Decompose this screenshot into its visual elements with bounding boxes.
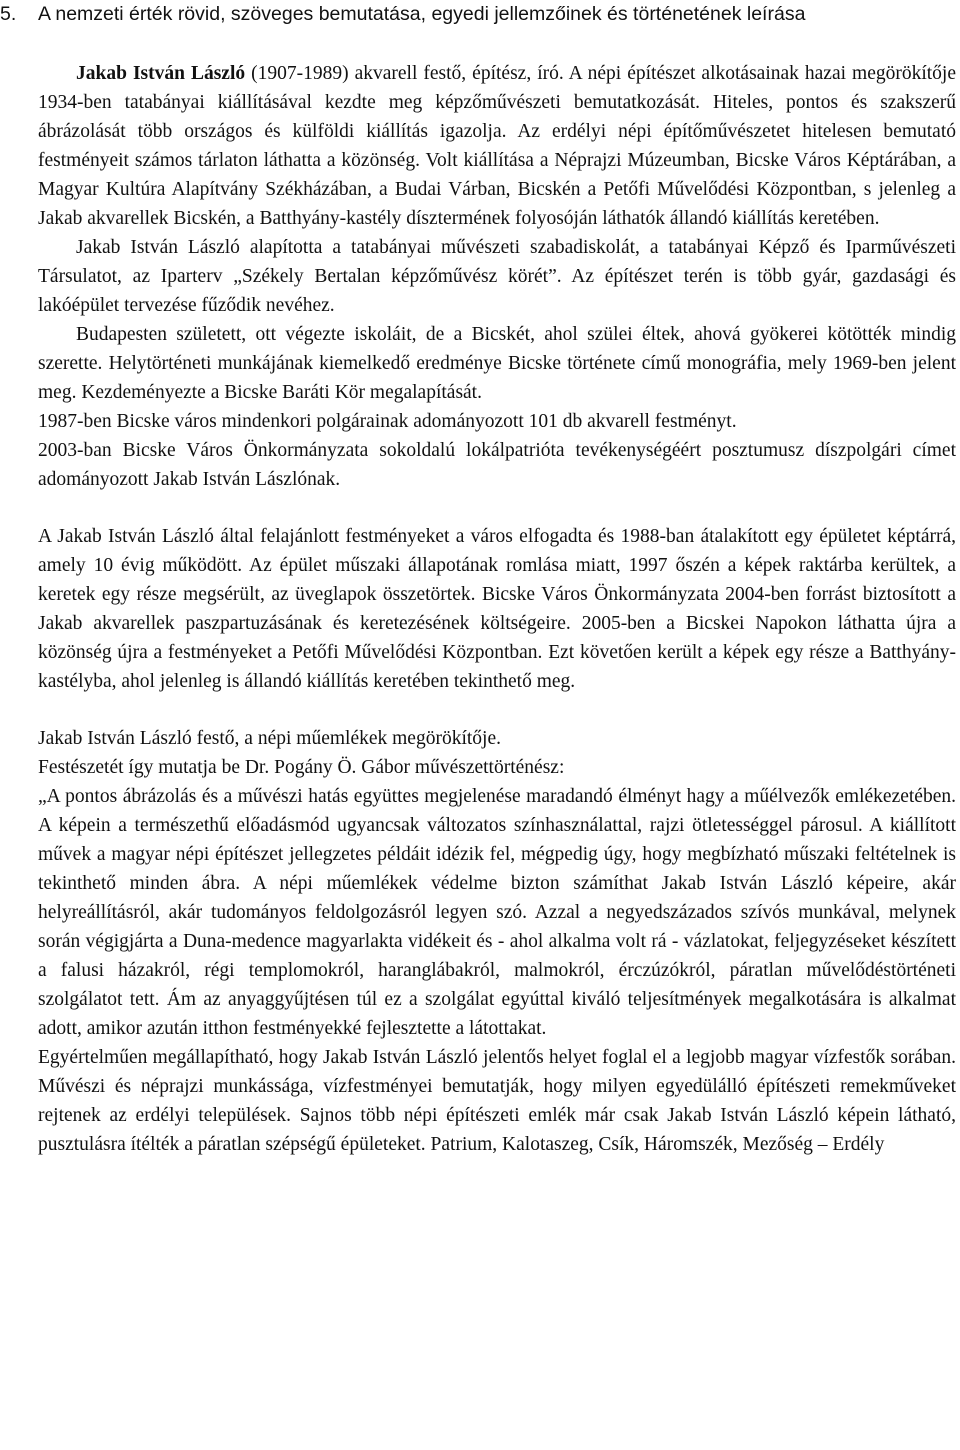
paragraph-donation: 1987-ben Bicske város mindenkori polgárainak adományozott 101 db akvarell festményt. xyxy=(38,411,737,432)
paragraph-intro xyxy=(38,59,956,233)
paragraph-critic-intro: Festészetét így mutatja be Dr. Pogány Ö. Gábor művészettörténész: xyxy=(38,757,565,778)
paragraph-critic-quote: „A pontos ábrázolás és a művészi hatás együttes megjelenése maradandó élményt hagy a műélvezők emlékezetében. A képein a természethű előadásmód ugyancsak változatos színhasználattal, rajzi ötletességgel párosul. A kiállított művek a magyar népi építészet jellegzetes példáit idézik fel, mégpedig úgy, hogy megbízható műszaki feltételnek is tekinthető minden ábra. A népi műemlékek védelme bizton számíthat Jakab István László képeire, akár helyreállításról, akár tudományos feldolgozásról legyen szó. Azzal a negyedszázados szívós munkával, melynek során végigjárta a Duna-medence magyarlakta vidékeit és - ahol alkalma volt rá - vázlatokat, feljegyzéseket készített a falusi házakról, régi templomokról, haranglábakról, malmokról, érczúzókról, páratlan művelődéstörténeti szolgálatot tett. Ám az anyaggyűjtésen túl ez a szolgálat egyúttal kiváló teljesítmények megalkotására is alkalmat adott, amikor azután itthon festményekké fejlesztette a látottakat. xyxy=(38,786,956,1039)
section-number: 5. xyxy=(0,3,17,25)
section-heading xyxy=(0,0,956,29)
paragraph-founding: Jakab István László alapította a tatabányai művészeti szabadiskolát, a tatabányai Képző és Iparművészeti Társulatot, az Iparterv „Székely Bertalan képzőművész körét”. Az építészet terén is több gyár, gazdasági és lakóépület tervezése fűződik nevéhez. xyxy=(38,237,956,316)
spacer xyxy=(38,696,956,724)
artist-name: Jakab István László xyxy=(76,63,246,84)
paragraph-gallery-history: A Jakab István László által felajánlott festményeket a város elfogadta és 1988-ban átalakított egy épületet képtárrá, amely 10 évig működött. Az épület műszaki állapotának romlása miatt, 1997 őszén a képek raktárba kerültek, a keretek egy része megsérült, az üveglapok összetörtek. Bicske Város Önkormányzata 2004-ben forrást biztosított a Jakab akvarellek paszpartuzásának és keretezésének költségeire. 2005-ben a Bicskei Napokon láthatta újra a közönség újra a festményeket a Petőfi Művelődési Központban. Ezt követően került a képek egy része a Batthyány-kastélyba, ahol jelenleg is állandó kiállítás keretében tekinthető meg. xyxy=(38,526,956,692)
spacer xyxy=(38,494,956,522)
paragraph-subtitle: Jakab István László festő, a népi műemlékek megörökítője. xyxy=(38,728,501,749)
paragraph-biography: Budapesten született, ott végezte iskoláit, de a Bicskét, ahol szülei éltek, ahová gyökerei kötötték mindig szerette. Helytörténeti munkájának kiemelkedő eredménye Bicske története című monográfia, mely 1969-ben jelent meg. Kezdeményezte a Bicske Baráti Kör megalapítását. xyxy=(38,324,956,403)
paragraph-honorary-citizen: 2003-ban Bicske Város Önkormányzata sokoldalú lokálpatrióta tevékenységéért posztumusz díszpolgári címet adományozott Jakab István Lászlónak. xyxy=(38,440,956,490)
section-title: A nemzeti érték rövid, szöveges bemutatása, egyedi jellemzőinek és történetének leírása xyxy=(38,3,806,25)
paragraph-intro-text: (1907-1989) akvarell festő, építész, író. A népi építészet alkotásainak hazai megörökítője 1934-ben tatabányai kiállításával kezdte meg képzőművészeti bemutatkozását. Hiteles, pontos és szakszerű ábrázolását több országos és külföldi kiállítás igazolja. Az erdélyi népi építőművészetet hitelesen bemutató festményeit számos tárlaton láthatta a közönség. Volt kiállítása a Néprajzi Múzeumban, Bicske Város Képtárában, a Magyar Kultúra Alapítvány Székházában, a Budai Várban, Bicskén a Petőfi Művelődési Központban, s jelenleg a Jakab akvarellek Bicskén, a Batthyány-kastély dísztermének folyosóján láthatók állandó kiállítás keretében. xyxy=(38,63,957,229)
paragraph-assessment: Egyértelműen megállapítható, hogy Jakab István László jelentős helyet foglal el a legjobb magyar vízfestők sorában. Művészi és néprajzi munkássága, vízfestményei bemutatják, hogy milyen egyedülálló építészeti remekműveket rejtenek az erdélyi települések. Sajnos több népi építészeti emlék már csak Jakab István László képein látható, pusztulásra ítélték a páratlan szépségű épületeket. Patrium, Kalotaszeg, Csík, Háromszék, Mezőség – Erdély xyxy=(38,1047,956,1155)
